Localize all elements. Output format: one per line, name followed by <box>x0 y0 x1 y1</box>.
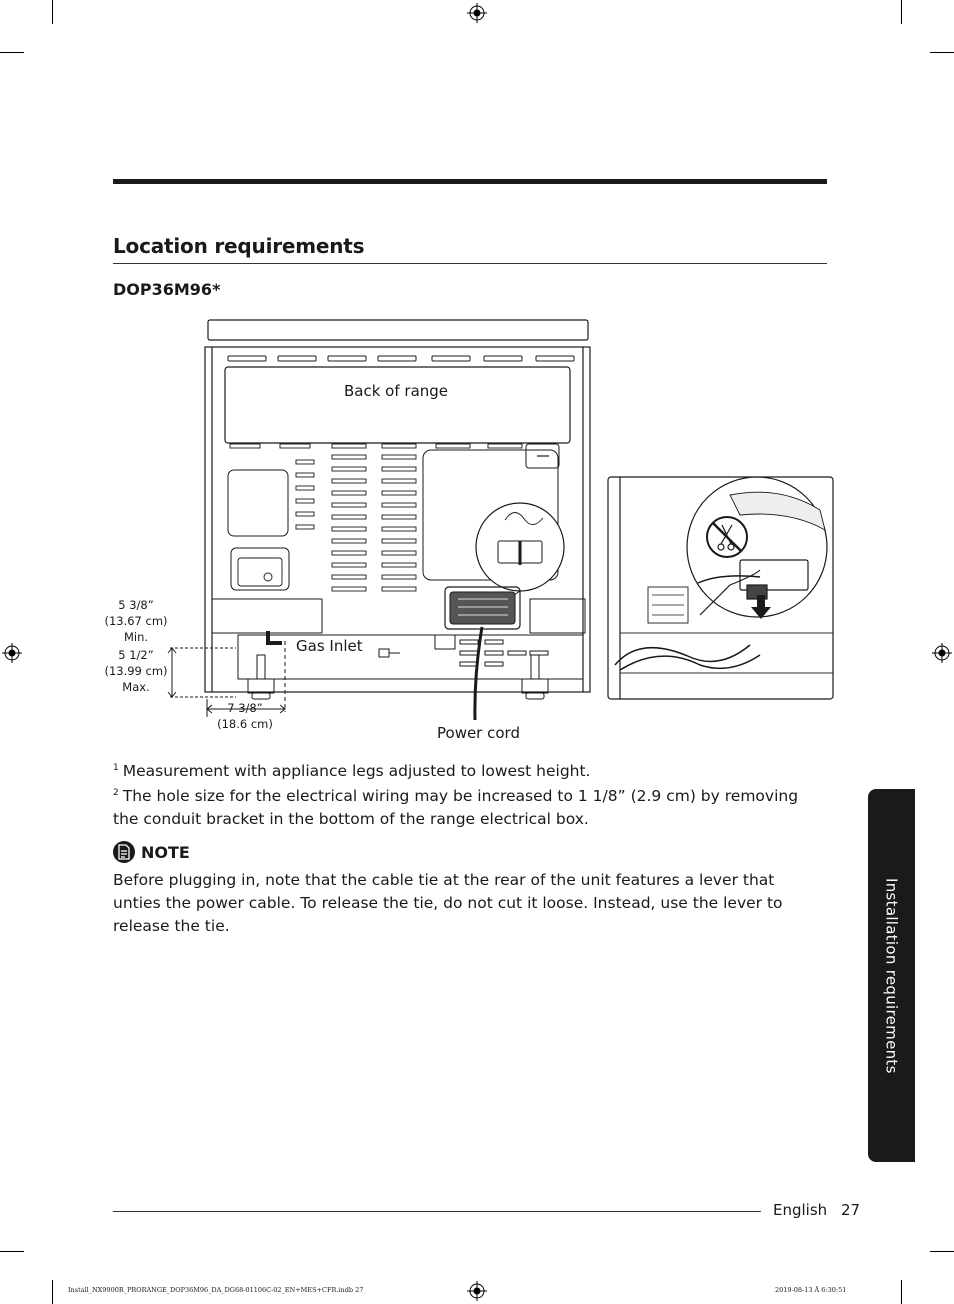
footnote-text: Measurement with appliance legs adjusted to lowest height. <box>122 762 591 780</box>
footnote-marker: 2 <box>113 788 119 798</box>
page-number: 27 <box>841 1201 861 1219</box>
crop-mark <box>0 1251 24 1252</box>
footnote-2 <box>113 782 825 831</box>
range-back-diagram <box>100 315 840 745</box>
footer-language: English <box>773 1201 828 1219</box>
vent-slots <box>230 444 522 591</box>
crop-mark <box>52 0 53 24</box>
note-heading-text: NOTE <box>141 842 190 862</box>
top-rule <box>113 179 827 184</box>
cable-tie-inset <box>608 477 833 699</box>
dimension-height-max: 5 1/2” (13.99 cm) Max. <box>104 648 168 694</box>
note-body: Before plugging in, note that the cable tie at the rear of the unit features a lever that unties the power cable. To release the tie, do not cut it loose. Instead, use the lever to release the tie. <box>113 871 783 935</box>
dimension-height-min: 5 3/8” (13.67 cm) Min. <box>104 598 168 644</box>
note-document-icon <box>113 841 135 863</box>
crop-mark <box>930 1251 954 1252</box>
crop-mark <box>0 52 24 53</box>
crop-mark <box>901 1280 902 1304</box>
model-heading: DOP36M96* <box>113 280 221 299</box>
registration-mark-icon <box>467 1281 487 1301</box>
back-of-range-label: Back of range <box>344 382 449 400</box>
crop-mark <box>930 52 954 53</box>
section-rule <box>113 263 827 264</box>
crop-mark <box>52 1280 53 1304</box>
footer-rule <box>113 1211 761 1212</box>
registration-mark-icon <box>467 3 487 23</box>
footnote-marker: 1 <box>113 763 119 773</box>
registration-mark-icon <box>2 643 22 663</box>
registration-mark-icon <box>932 643 952 663</box>
power-cord-label: Power cord <box>437 724 520 742</box>
gas-inlet-label: Gas Inlet <box>296 637 363 655</box>
footnote-text: The hole size for the electrical wiring may be increased to 1 1/8” (2.9 cm) by removing the conduit bracket in the bottom of the range electrical box. <box>113 787 799 828</box>
dimension-width: 7 3/8” (18.6 cm) <box>217 701 273 731</box>
footnote-1 <box>113 757 825 783</box>
no-cutting-scissors-icon <box>707 517 747 557</box>
note-heading <box>113 841 190 863</box>
section-title: Location requirements <box>113 234 365 258</box>
print-slug-file: Install_NX9900R_PRORANGE_DOP36M96_DA_DG68-01106C-02_EN+MES+CFR.indb 27 <box>68 1286 364 1294</box>
crop-mark <box>901 0 902 24</box>
top-slots <box>228 356 574 361</box>
print-slug-timestamp: 2019-08-13 Ᾱ 6:30:51 <box>775 1286 847 1294</box>
chapter-side-tab-label: Installation requirements <box>882 877 901 1074</box>
